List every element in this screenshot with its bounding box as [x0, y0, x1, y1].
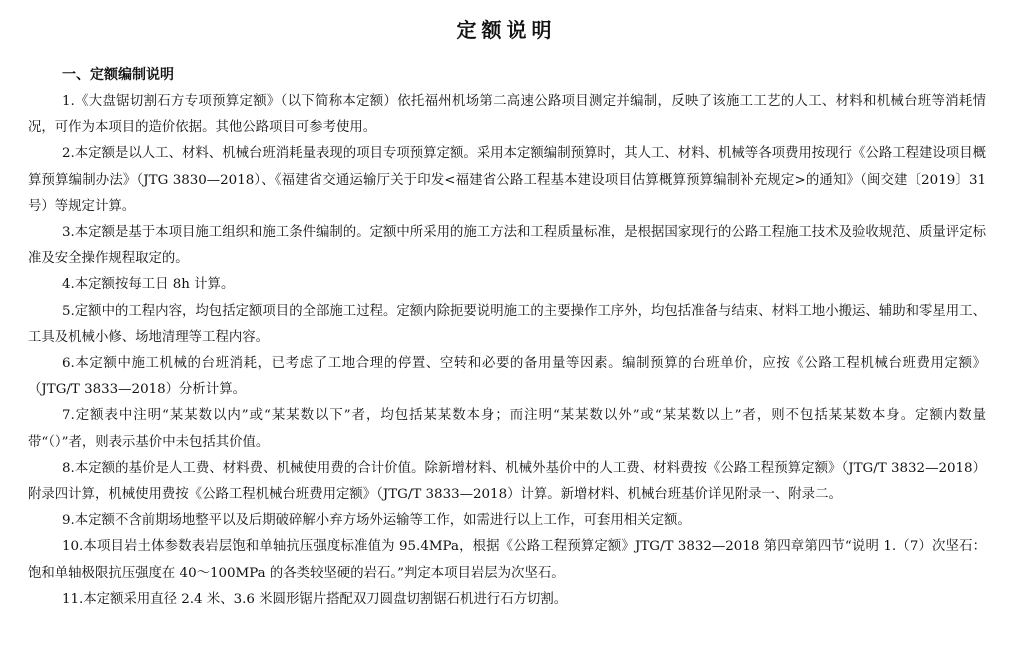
document-body: [28, 89, 986, 613]
paragraph-1: 1.《大盘锯切割石方专项预算定额》（以下简称本定额）依托福州机场第二高速公路项目测定并编制，反映了该施工工艺的人工、材料和机械台班等消耗情况，可作为本项目的造价依据。其他公路项目可参考使用。: [28, 94, 986, 136]
paragraph-6: 6.本定额中施工机械的台班消耗，已考虑了工地合理的停置、空转和必要的备用量等因素。编制预算的台班单价，应按《公路工程机械台班费用定额》（JTG/T 3833—2018）分析计算。: [28, 356, 986, 398]
section-heading: 一、定额编制说明: [62, 67, 174, 83]
paragraph-8: 8.本定额的基价是人工费、材料费、机械使用费的合计价值。除新增材料、机械外基价中的人工费、材料费按《公路工程预算定额》（JTG/T 3832—2018）附录四计算，机械使用费按《公路工程机械台班费用定额》（JTG/T 3833—2018）计算。新增材料、机械台班基价详见附录一、附录二。: [28, 460, 986, 503]
page-title: 定额说明: [456, 18, 557, 42]
paragraph-4: 4.本定额按每工日 8h 计算。: [62, 277, 235, 293]
paragraph-2: 2.本定额是以人工、材料、机械台班消耗量表现的项目专项预算定额。采用本定额编制预算时，其人工、材料、机械等各项费用按现行《公路工程建设项目概算预算编制办法》（JTG 3830—2018）、《福建省交通运输厅关于印发<福建省公路工程基本建设项目估算概算预算编制补充规定>的通知》（闽交建〔2019〕31号）等规定计算。: [28, 146, 986, 214]
paragraph-9: 9.本定额不含前期场地整平以及后期破碎解小弃方场外运输等工作，如需进行以上工作，可套用相关定额。: [62, 513, 691, 529]
paragraph-10: 10.本项目岩土体参数表岩层饱和单轴抗压强度标准值为 95.4MPa，根据《公路工程预算定额》JTG/T 3832—2018 第四章第四节“说明 1.（7）次坚石：饱和单轴极限抗压强度在 40～100MPa 的各类较坚硬的岩石。”判定本项目岩层为次坚石。: [28, 539, 986, 581]
paragraph-7: 7.定额表中注明“某某数以内”或“某某数以下”者，均包括某某数本身；而注明“某某数以外”或“某某数以上”者，则不包括某某数本身。定额内数量带“（）”者，则表示基价中未包括其价值。: [28, 408, 986, 450]
paragraph-5: 5.定额中的工程内容，均包括定额项目的全部施工过程。定额内除扼要说明施工的主要操作工序外，均包括准备与结束、材料工地小搬运、辅助和零星用工、工具及机械小修、场地清理等工程内容。: [28, 303, 986, 345]
paragraph-11: 11.本定额采用直径 2.4 米、3.6 米圆形锯片搭配双刀圆盘切割锯石机进行石方切割。: [62, 591, 568, 607]
paragraph-3: 3.本定额是基于本项目施工组织和施工条件编制的。定额中所采用的施工方法和工程质量标准，是根据国家现行的公路工程施工技术及验收规范、质量评定标准及安全操作规程取定的。: [28, 225, 986, 267]
